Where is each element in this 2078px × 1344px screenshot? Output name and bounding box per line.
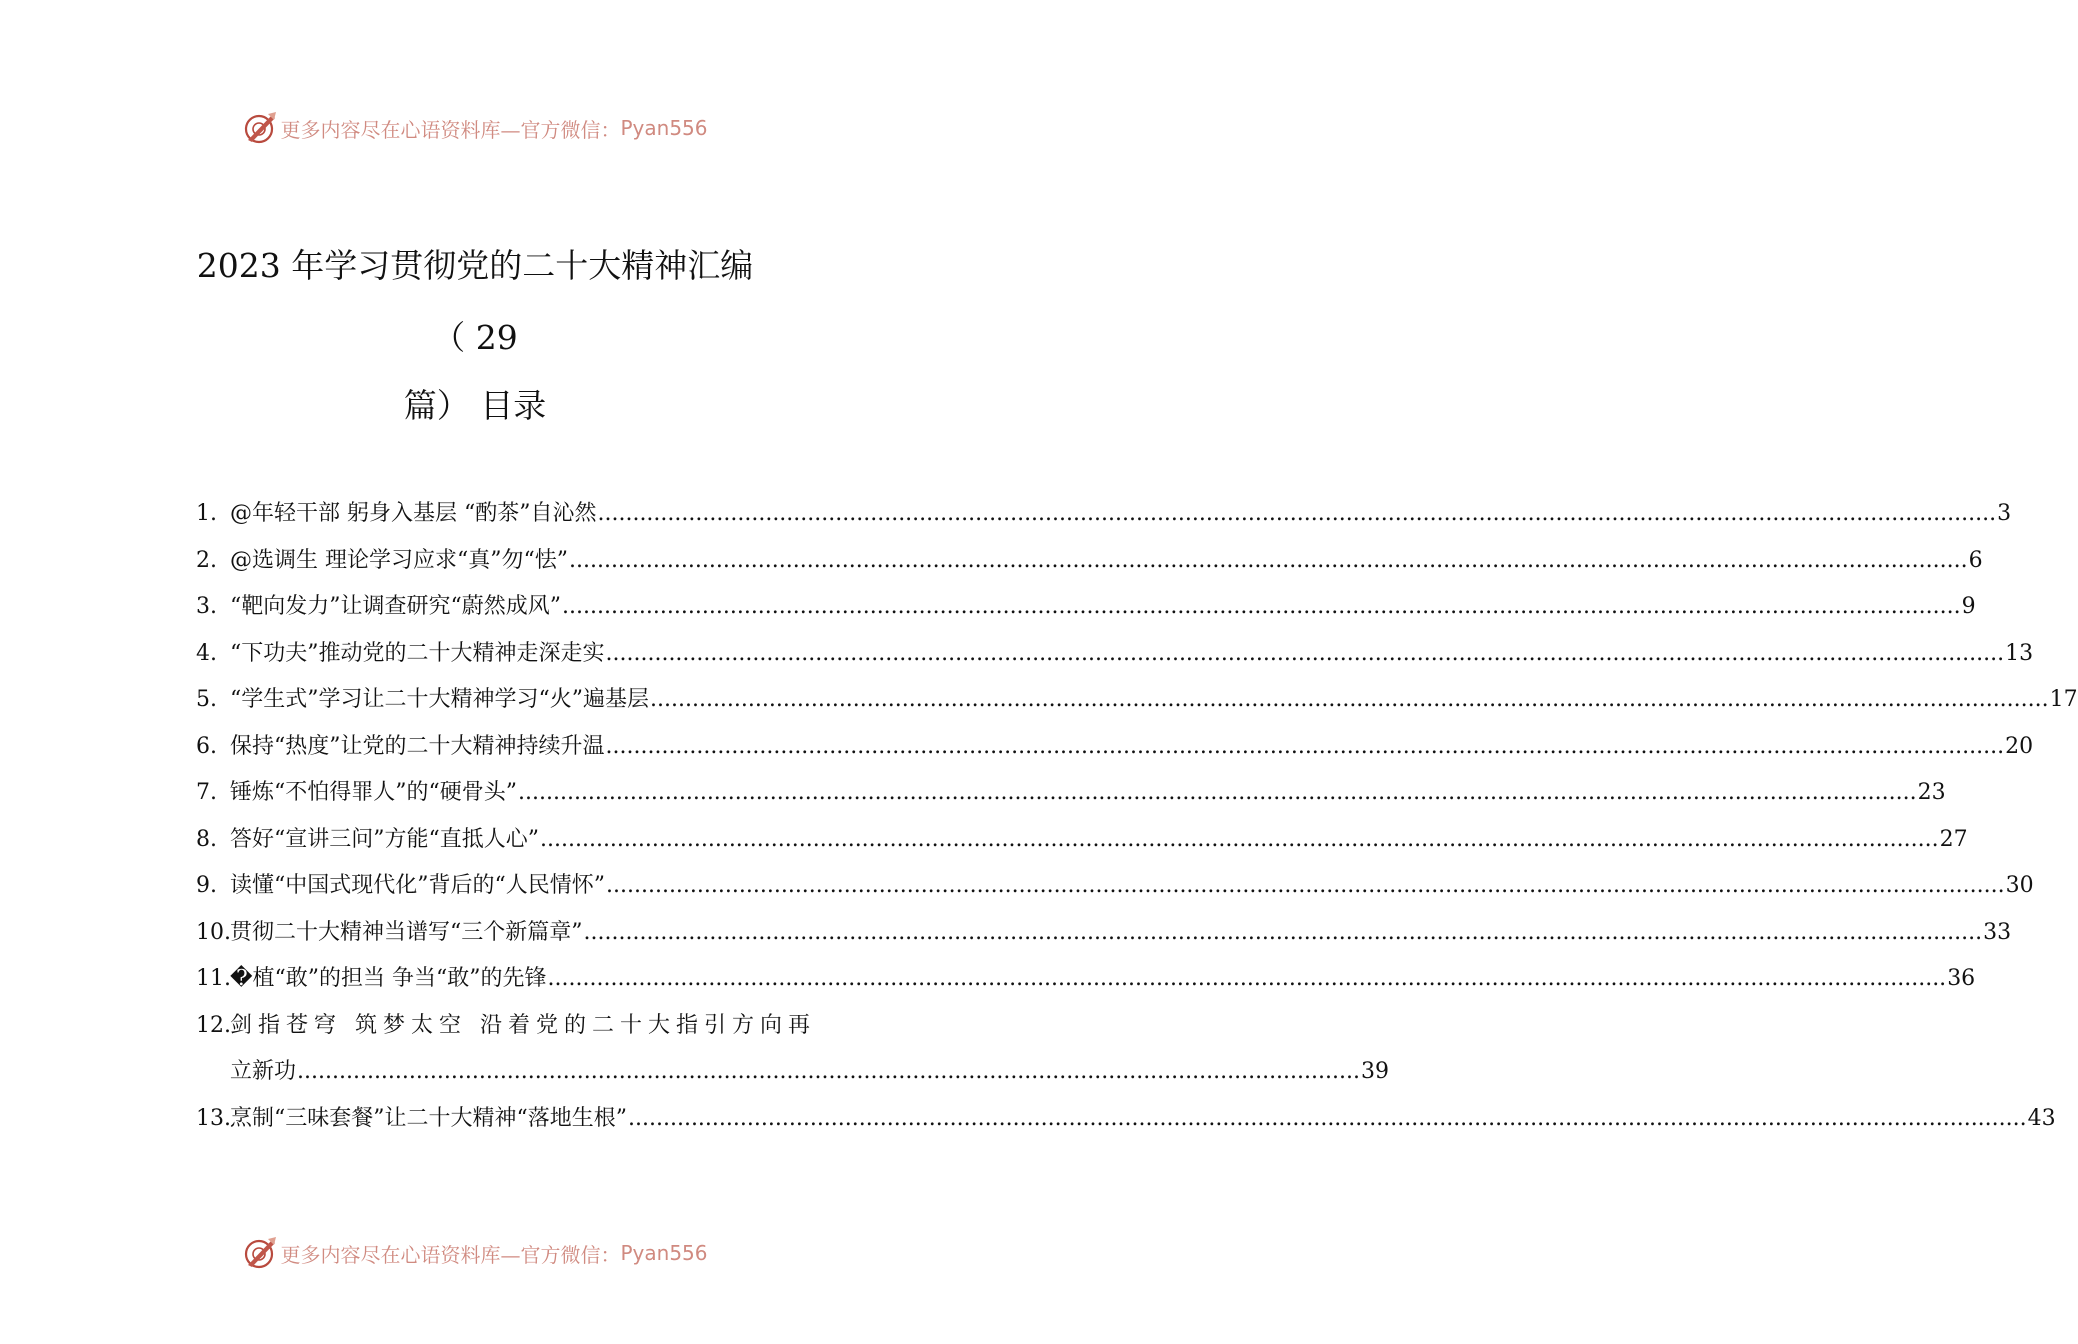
toc-leader-dots: [606, 863, 2005, 910]
toc-entry-number: 8.: [196, 826, 217, 852]
toc-leader-dots: [650, 677, 2049, 724]
toc-entry-8[interactable]: [196, 817, 1968, 864]
toc-entry-title: 答好“宣讲三问”方能“直抵人心”: [230, 826, 539, 852]
watermark-text: 更多内容尽在心语资料库—官方微信：: [280, 117, 621, 142]
watermark-id: Pyan556: [620, 1241, 708, 1265]
toc-entry-1[interactable]: [196, 491, 2012, 538]
toc-entry-title: @年轻干部 躬身入基层 “酌茶”自沁然: [230, 501, 597, 526]
toc-entry-number: 13.: [196, 1105, 231, 1131]
toc-leader-dots: [584, 910, 1983, 957]
toc-entry-4[interactable]: [196, 631, 2034, 678]
watermark-text: 更多内容尽在心语资料库—官方微信：: [280, 1242, 621, 1267]
toc-entry-number: 10.: [196, 919, 231, 945]
toc-leader-dots: [540, 817, 1939, 864]
toc-entry-number: 6.: [196, 733, 217, 759]
toc-entry-number: 9.: [196, 873, 217, 898]
toc-entry-title: “靶向发力”让调查研究“蔚然成风”: [230, 594, 561, 619]
toc-entry-page: 13: [2005, 640, 2034, 666]
toc-entry-title: 读懂“中国式现代化”背后的“人民情怀”: [230, 873, 605, 898]
document-title-line-3: 篇） 目录: [403, 386, 547, 425]
table-of-contents: [196, 491, 2078, 1142]
toc-entry-11[interactable]: [196, 956, 1976, 1003]
toc-entry-9[interactable]: [196, 863, 2034, 910]
toc-leader-dots: ........................................................................................................................................................: [297, 1059, 1360, 1084]
toc-entry-title-continued: 立新功: [230, 1059, 297, 1084]
toc-entry-2[interactable]: [196, 538, 1983, 585]
toc-leader-dots: [518, 770, 1917, 817]
toc-entry-page: 39: [1360, 1059, 1389, 1084]
document-title-line-1: 2023 年学习贯彻党的二十大精神汇编: [196, 246, 754, 285]
toc-entry-page: 30: [2005, 873, 2034, 898]
toc-entry-number: 2.: [196, 547, 217, 573]
toc-entry-page: 6: [1968, 547, 1983, 573]
toc-entry-number: 3.: [196, 594, 217, 619]
toc-entry-6[interactable]: [196, 724, 2034, 771]
toc-entry-page: 9: [1961, 594, 1976, 619]
toc-entry-page: 43: [2027, 1105, 2056, 1131]
toc-entry-title: 保持“热度”让党的二十大精神持续升温: [230, 733, 605, 759]
watermark-banner-bottom: [0, 1233, 950, 1273]
toc-entry-5[interactable]: [196, 677, 2078, 724]
toc-entry-7[interactable]: [196, 770, 1946, 817]
toc-entry-title: “下功夫”推动党的二十大精神走深走实: [230, 640, 605, 666]
toc-entry-page: 36: [1947, 966, 1976, 991]
toc-leader-dots: [562, 584, 1961, 631]
toc-leader-dots: [597, 491, 1996, 538]
toc-entry-number: 12.: [196, 1012, 231, 1038]
toc-entry-page: 20: [2005, 733, 2034, 759]
toc-entry-10[interactable]: [196, 910, 2012, 957]
toc-entry-title: “学生式”学习让二十大精神学习“火”遍基层: [230, 687, 649, 712]
toc-leader-dots: [548, 956, 1947, 1003]
toc-entry-12[interactable]: [196, 1003, 1389, 1096]
toc-entry-number: 11.: [196, 966, 231, 991]
toc-entry-page: 23: [1917, 780, 1946, 805]
toc-entry-page: 33: [1983, 919, 2012, 945]
toc-entry-title: 锤炼“不怕得罪人”的“硬骨头”: [230, 780, 517, 805]
toc-leader-dots: [628, 1096, 2027, 1143]
toc-entry-title: @选调生 理论学习应求“真”勿“怯”: [230, 547, 568, 573]
toc-entry-title: 贯彻二十大精神当谱写“三个新篇章”: [230, 919, 583, 945]
watermark-banner-top: [0, 108, 950, 148]
toc-leader-dots: [606, 631, 2005, 678]
toc-entry-number: 5.: [196, 687, 217, 712]
toc-entry-3[interactable]: [196, 584, 1976, 631]
toc-entry-page: 27: [1939, 826, 1968, 852]
toc-entry-page: 17: [2049, 687, 2078, 712]
quill-logo-icon: [242, 1235, 278, 1271]
toc-entry-number: 7.: [196, 780, 217, 805]
toc-entry-title: 剑指苍穹 筑梦太空 沿着党的二十大指引方向再: [230, 1012, 816, 1038]
toc-entry-13[interactable]: [196, 1096, 2056, 1143]
toc-entry-title: 烹制“三味套餐”让二十大精神“落地生根”: [230, 1105, 627, 1131]
toc-entry-page: 3: [1997, 501, 2012, 526]
toc-entry-number: 4.: [196, 640, 217, 666]
toc-entry-title: �植“敢”的担当 争当“敢”的先锋: [230, 966, 547, 991]
watermark-id: Pyan556: [620, 116, 708, 140]
toc-leader-dots: [606, 724, 2005, 771]
document-title-line-2: （ 29: [432, 318, 518, 357]
toc-leader-dots: [569, 538, 1968, 585]
quill-logo-icon: [242, 110, 278, 146]
toc-entry-number: 1.: [196, 501, 217, 526]
